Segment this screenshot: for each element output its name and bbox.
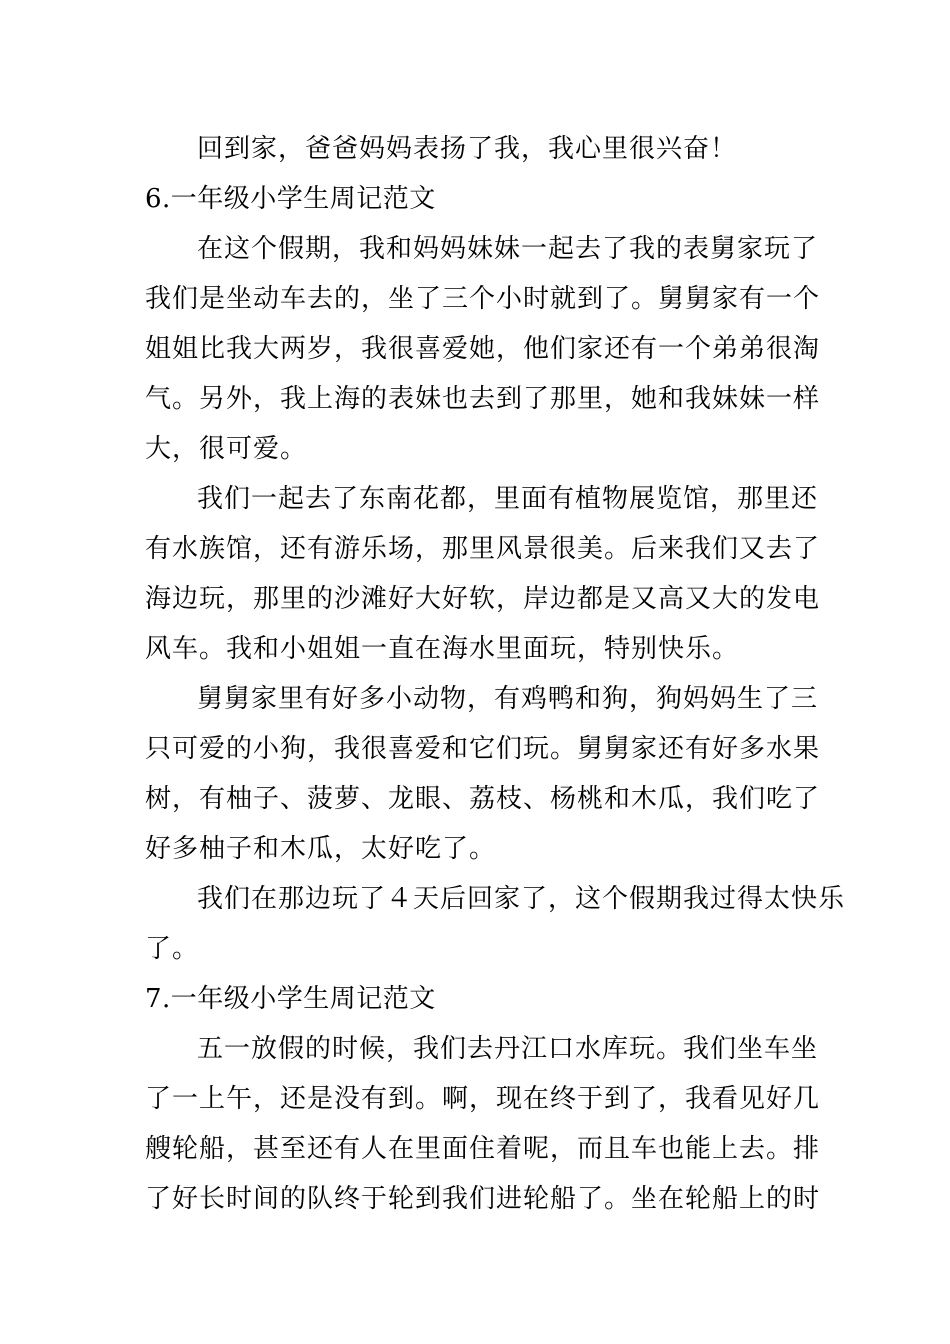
text-line: 我们在那边玩了４天后回家了，这个假期我过得太快乐 — [197, 884, 846, 914]
text-line: 有水族馆，还有游乐场，那里风景很美。后来我们又去了 — [145, 534, 821, 564]
text-line: 风车。我和小姐姐一直在海水里面玩，特别快乐。 — [145, 634, 740, 664]
text-line: 大，很可爱。 — [145, 434, 308, 464]
text-line: 海边玩，那里的沙滩好大好软，岸边都是又高又大的发电 — [145, 584, 821, 614]
document-body — [145, 124, 846, 1224]
text-line: 在这个假期，我和妈妈妹妹一起去了我的表舅家玩了 — [197, 234, 819, 264]
text-line: 了好长时间的队终于轮到我们进轮船了。坐在轮船上的时 — [145, 1184, 821, 1214]
text-line: 了一上午，还是没有到。啊，现在终于到了，我看见好几 — [145, 1084, 821, 1114]
paragraph-flower-city — [145, 474, 821, 674]
text-line: 气。另外，我上海的表妹也去到了那里，她和我妹妹一样 — [145, 384, 821, 414]
text-line: 舅舅家里有好多小动物，有鸡鸭和狗，狗妈妈生了三 — [197, 684, 819, 714]
text-line: 姐姐比我大两岁，我很喜爱她，他们家还有一个弟弟很淘 — [145, 334, 821, 364]
paragraph-holiday — [145, 224, 821, 474]
section-heading-7: 7.一年级小学生周记范文 — [145, 984, 436, 1014]
paragraph-reservoir — [145, 1024, 821, 1224]
text-line: 了。 — [145, 934, 200, 964]
text-line: 我们一起去了东南花都，里面有植物展览馆，那里还 — [197, 484, 819, 514]
section-heading-6: 6.一年级小学生周记范文 — [145, 184, 436, 214]
paragraph-return — [145, 874, 846, 974]
text-line: 只可爱的小狗，我很喜爱和它们玩。舅舅家还有好多水果 — [145, 734, 821, 764]
text-line: 树，有柚子、菠萝、龙眼、荔枝、杨桃和木瓜，我们吃了 — [145, 784, 821, 814]
text-line: 回到家，爸爸妈妈表扬了我，我心里很兴奋！ — [197, 134, 738, 164]
text-line: 好多柚子和木瓜，太好吃了。 — [145, 834, 497, 864]
text-line: 艘轮船，甚至还有人在里面住着呢，而且车也能上去。排 — [145, 1134, 821, 1164]
text-line: 我们是坐动车去的，坐了三个小时就到了。舅舅家有一个 — [145, 284, 821, 314]
paragraph-animals — [145, 674, 821, 874]
paragraph-intro — [145, 124, 810, 174]
text-line: 五一放假的时候，我们去丹江口水库玩。我们坐车坐 — [197, 1034, 819, 1064]
